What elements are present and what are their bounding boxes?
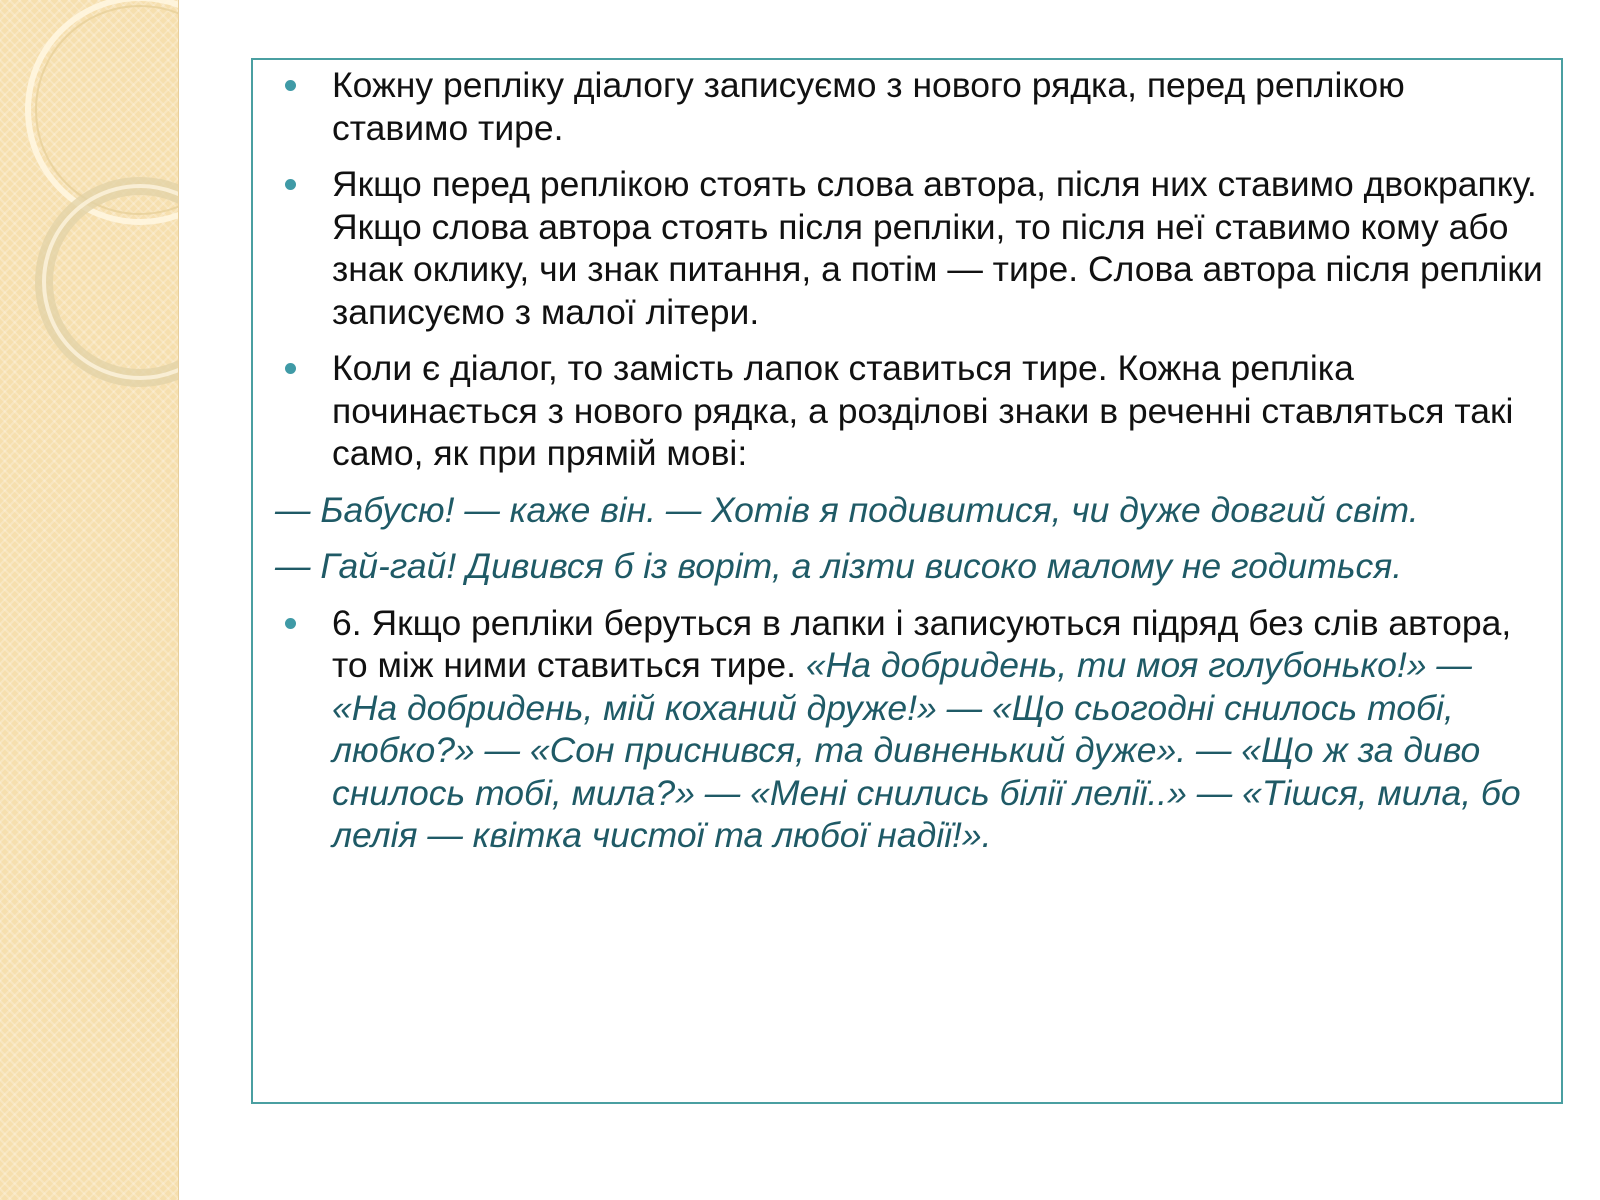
bullet-icon	[285, 80, 296, 91]
bullet-text: Якщо перед реплікою стоять слова автора, після них ставимо двокрапку. Якщо слова автора стоять після репліки, то після неї ставимо кому або знак оклику, чи знак питання, а потім — тире. Слова автора після репліки записуємо з малої літери.	[332, 164, 1543, 332]
list-item	[275, 347, 1545, 475]
decorative-rings-icon	[0, 0, 178, 420]
bullet-icon	[285, 618, 296, 629]
list-item	[275, 602, 1545, 857]
list-item	[275, 163, 1545, 333]
quoted-dialogue-example: «На добридень, ти моя голубонько!» — «На добридень, мій коханий друже!» — «Що сьогодні снилось тобі, любко?» — «Сон приснився, та дивненький дуже». — «Що ж за диво снилось тобі, мила?» — «Мені снились білії лелії..» — «Тішся, мила, бо лелія — квітка чистої та любої надії!».	[332, 645, 1521, 855]
list-item	[275, 64, 1545, 149]
bullet-text: Коли є діалог, то замість лапок ставиться тире. Кожна репліка починається з нового рядка, а розділові знаки в реченні ставляться такі само, як при прямій мові:	[332, 348, 1514, 473]
decorative-side-panel	[0, 0, 178, 1200]
bullet-icon	[285, 363, 296, 374]
bullet-text: 6. Якщо репліки беруться в лапки і записуються підряд без слів автора, то між ними ставиться тире.	[332, 602, 1512, 685]
bullet-text: Кожну репліку діалогу записуємо з нового рядка, перед реплікою ставимо тире.	[332, 65, 1405, 148]
bullet-icon	[285, 179, 296, 190]
dialogue-example: — Гай-гай! Дивився б із воріт, а лізти високо малому не годиться.	[275, 546, 1403, 586]
dialogue-example: — Бабусю! — каже він. — Хотів я подивитися, чи дуже довгий світ.	[275, 489, 1419, 530]
slide-body	[275, 64, 1545, 871]
